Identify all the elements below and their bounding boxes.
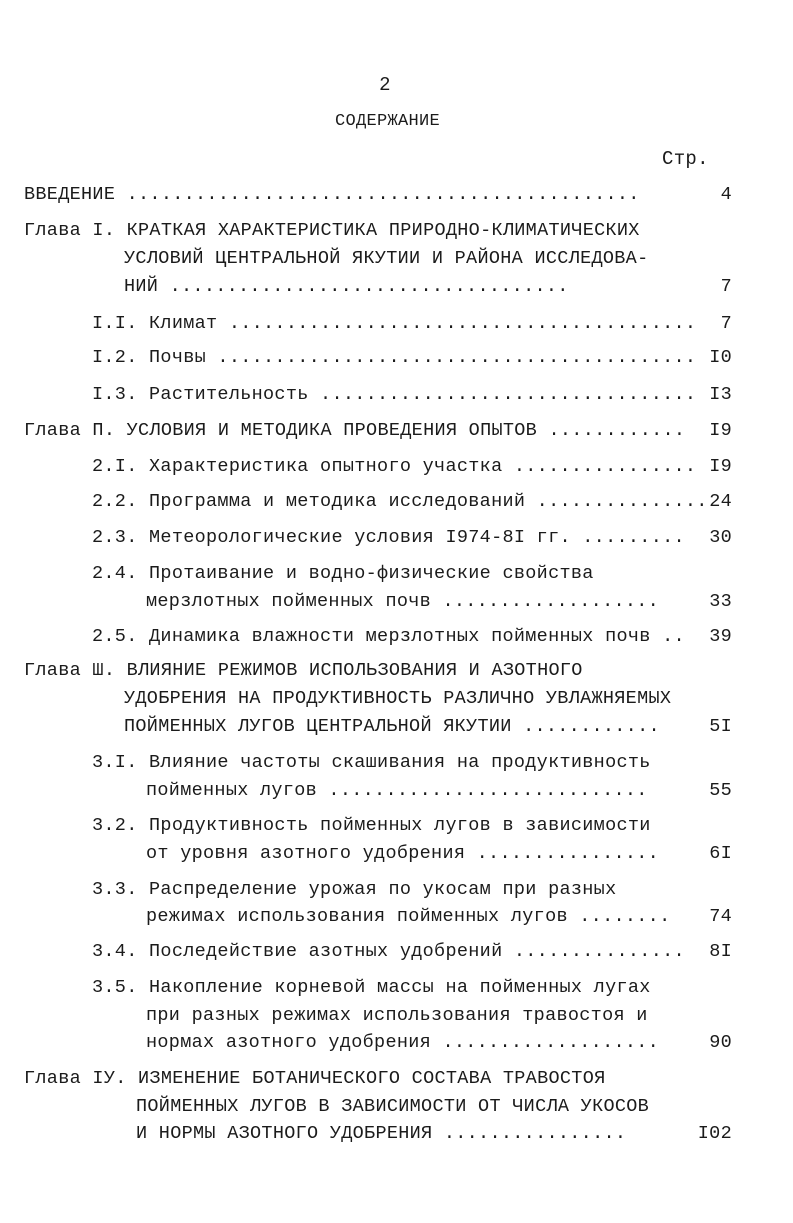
toc-entry-line: 3.5. Накопление корневой массы на пойменных лугах xyxy=(92,977,651,998)
toc-entry-line: 3.2. Продуктивность пойменных лугов в зависимости xyxy=(92,815,651,836)
toc-entry-line: Глава IУ. ИЗМЕНЕНИЕ БОТАНИЧЕСКОГО СОСТАВА ТРАВОСТОЯ xyxy=(24,1068,606,1089)
toc-entry-line: УСЛОВИЙ ЦЕНТРАЛЬНОЙ ЯКУТИИ И РАЙОНА ИССЛЕДОВА- xyxy=(124,248,649,269)
toc-entry-line: 2.4. Протаивание и водно-физические свойства xyxy=(92,563,594,584)
toc-entry-line: I.3. Растительность ................................. xyxy=(92,384,697,405)
toc-entry-line: 2.5. Динамика влажности мерзлотных пойменных почв .. xyxy=(92,626,685,647)
toc-page-number: I02 xyxy=(697,1123,732,1144)
toc-page-number: I9 xyxy=(709,456,732,477)
page-title: СОДЕРЖАНИЕ xyxy=(334,112,441,131)
toc-page-number: 6I xyxy=(709,843,732,864)
toc-entry-line: ПОЙМЕННЫХ ЛУГОВ ЦЕНТРАЛЬНОЙ ЯКУТИИ ............ xyxy=(124,716,660,737)
toc-page-number: 74 xyxy=(709,906,732,927)
toc-entry-line: I.2. Почвы .......................................... xyxy=(92,347,697,368)
page-column-header: Стр. xyxy=(662,148,709,170)
toc-entry-line: 2.3. Метеорологические условия I974-8I гг. ......... xyxy=(92,527,685,548)
toc-entry-line: при разных режимах использования травостоя и xyxy=(146,1005,648,1026)
toc-entry-line: Глава П. УСЛОВИЯ И МЕТОДИКА ПРОВЕДЕНИЯ ОПЫТОВ ............ xyxy=(24,420,686,441)
toc-page-number: 7 xyxy=(720,276,732,297)
toc-page-number: 5I xyxy=(709,716,732,737)
toc-page-number: 4 xyxy=(720,184,732,205)
toc-entry-line: от уровня азотного удобрения ................ xyxy=(146,843,660,864)
toc-page-number: 55 xyxy=(709,780,732,801)
toc-page-number: 39 xyxy=(709,626,732,647)
toc-entry-line: УДОБРЕНИЯ НА ПРОДУКТИВНОСТЬ РАЗЛИЧНО УВЛАЖНЯЕМЫХ xyxy=(124,688,672,709)
toc-entry-line: 3.I. Влияние частоты скашивания на продуктивность xyxy=(92,752,651,773)
toc-entry-line: Глава I. КРАТКАЯ ХАРАКТЕРИСТИКА ПРИРОДНО-КЛИМАТИЧЕСКИХ xyxy=(24,220,640,241)
toc-page-number: I0 xyxy=(709,347,732,368)
toc-entry-line: нормах азотного удобрения ................... xyxy=(146,1032,660,1053)
toc-entry-line: Глава Ш. ВЛИЯНИЕ РЕЖИМОВ ИСПОЛЬЗОВАНИЯ И АЗОТНОГО xyxy=(24,660,583,681)
toc-entry-line: 2.I. Характеристика опытного участка ................ xyxy=(92,456,697,477)
toc-entry-line: I.I. Климат ......................................... xyxy=(92,313,697,334)
toc-page-number: 8I xyxy=(709,941,732,962)
toc-entry-line: И НОРМЫ АЗОТНОГО УДОБРЕНИЯ ................ xyxy=(136,1123,627,1144)
toc-page-number: 30 xyxy=(709,527,732,548)
toc-page-number: 90 xyxy=(709,1032,732,1053)
toc-entry-line: пойменных лугов ............................ xyxy=(146,780,648,801)
toc-page-number: 33 xyxy=(709,591,732,612)
toc-entry-line: ПОЙМЕННЫХ ЛУГОВ В ЗАВИСИМОСТИ ОТ ЧИСЛА УКОСОВ xyxy=(136,1096,650,1117)
toc-entry-line: НИЙ ................................... xyxy=(124,276,569,297)
toc-entry-line: ВВЕДЕНИЕ ............................................. xyxy=(24,184,640,205)
toc-page-number: 7 xyxy=(720,313,732,334)
toc-page-number: I3 xyxy=(709,384,732,405)
toc-entry-line: мерзлотных пойменных почв ................... xyxy=(146,591,660,612)
page-number: 2 xyxy=(379,74,391,96)
toc-entry-line: 2.2. Программа и методика исследований ............... xyxy=(92,491,708,512)
toc-page-number: I9 xyxy=(709,420,732,441)
toc-entry-line: 3.4. Последействие азотных удобрений ............... xyxy=(92,941,685,962)
toc-page-number: 24 xyxy=(709,491,732,512)
toc-entry-line: 3.3. Распределение урожая по укосам при разных xyxy=(92,879,617,900)
toc-entry-line: режимах использования пойменных лугов ........ xyxy=(146,906,671,927)
